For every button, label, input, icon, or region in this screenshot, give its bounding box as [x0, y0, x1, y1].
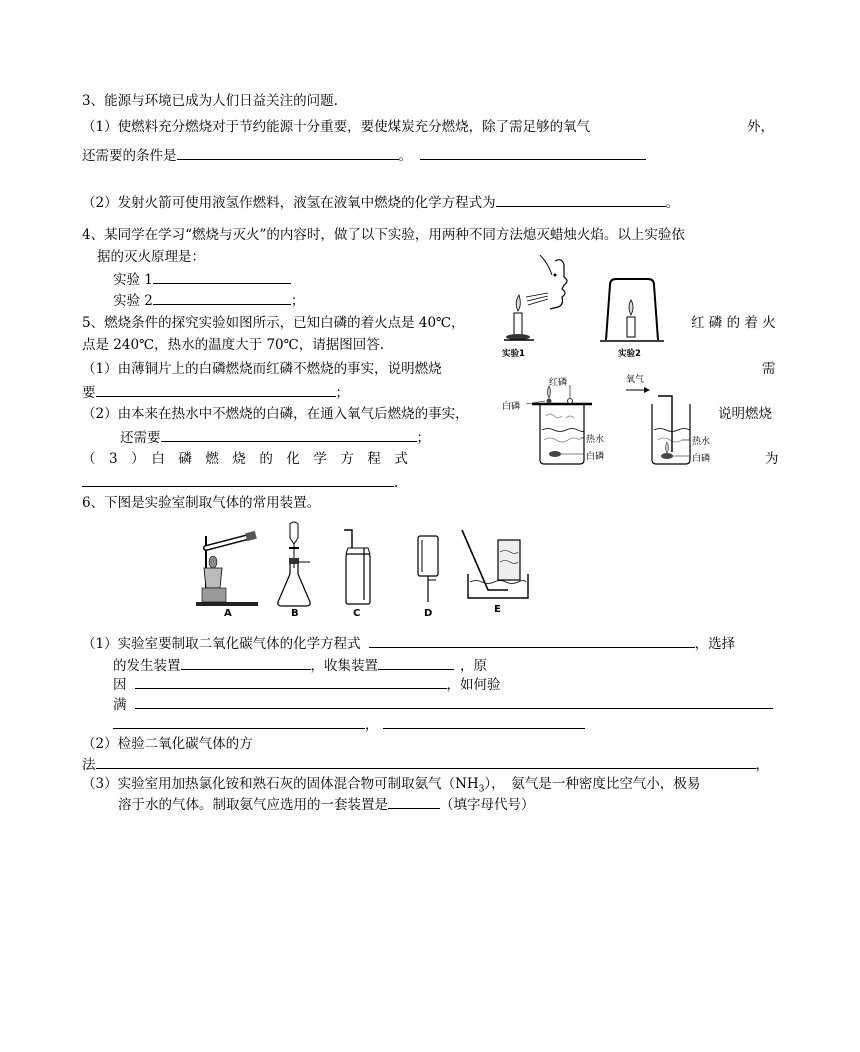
q4-title-cont: 据的灭火原理是： [97, 249, 205, 265]
q5-p3: （ 3 ） 白 磷 燃 烧 的 化 学 方 程 式 [82, 451, 408, 467]
q5-p2-end: ； [416, 430, 430, 446]
q6-p1-tail: ，选择 [694, 636, 736, 652]
q5-fig-label-hot-water2: 热水 [692, 437, 711, 447]
q5-experiment-figure [500, 370, 725, 470]
q3-p1-line2 [82, 146, 646, 165]
q5-p2-blank[interactable] [161, 428, 417, 442]
q5-p2-label: 还需要 [120, 430, 161, 446]
q5-title-tail: 红 磷 的 着 火 [691, 315, 776, 331]
q5-fig-label-red-p: 红磷 [549, 378, 568, 388]
q3-p1-blank1[interactable] [177, 146, 399, 160]
q5-p1-blank[interactable] [96, 383, 336, 397]
q6-label-a: A [224, 608, 232, 619]
q6-p1-check-label: ，如何验 [446, 677, 501, 693]
q6-title: 6、下图是实验室制取气体的常用装置。 [82, 495, 321, 511]
q5-p1-end: ； [335, 385, 349, 401]
q5-p2: （2）由本来在热水中不燃烧的白磷，在通入氧气后燃烧的事实， [82, 406, 469, 422]
q5-p1-label: 要 [82, 385, 96, 401]
q6-p1-col-blank[interactable] [378, 656, 454, 670]
q6-label-d: D [424, 608, 433, 619]
q6-p1-gen-label: 的发生装置 [113, 658, 181, 674]
q4-exp1 [113, 270, 291, 289]
q5-title: 5、燃烧条件的探究实验如图所示，已知白磷的着火点是 40℃， [82, 315, 465, 331]
q3-p1-text: （1）使燃料充分燃烧对于节约能源十分重要，要使煤炭充分燃烧，除了需足够的氧气 [82, 119, 591, 135]
q4-exp2-label: 实验 2 [113, 293, 153, 309]
q6-p1-reason-label2: 因 [113, 677, 127, 693]
q6-p1-equation-blank[interactable] [369, 634, 695, 648]
q4-title: 4、某同学在学习“燃烧与灭火”的内容时，做了以下实验，用两种不同方法熄灭蜡烛火焰。以上实验依 [82, 227, 685, 243]
q6-p1 [82, 634, 735, 653]
q3-p2 [82, 193, 679, 212]
q3-title: 3、能源与环境已成为人们日益关注的问题. [82, 93, 338, 109]
q3-p2-end: 。 [665, 195, 680, 211]
q6-p3-text2: ）， 氨气是一种密度比空气小，极易 [484, 776, 701, 792]
q5-fig-label-white-p2: 白磷 [586, 452, 605, 462]
q3-p1-sep: 。 [398, 148, 412, 164]
q5-p3-end: . [394, 475, 399, 491]
q4-exp2 [113, 291, 304, 310]
q6-p1-line4 [113, 695, 773, 714]
q6-p1-full-label: 满 [113, 697, 127, 713]
q6-p1-check-blank2[interactable] [113, 715, 365, 729]
q6-label-e: E [494, 604, 501, 615]
q6-apparatus-figure [192, 518, 544, 619]
q6-p1-col-label: ，收集装置 [310, 658, 378, 674]
q6-label-b: B [291, 608, 299, 619]
q5-fig-label-white-p3: 白磷 [692, 454, 711, 464]
q5-fig-label-hot-water: 热水 [586, 435, 605, 445]
q6-p1-gen-blank[interactable] [181, 656, 311, 670]
q6-p2-label: 法 [82, 757, 96, 773]
q6-p1-line3 [113, 675, 501, 694]
q4-exp1-label: 实验 1 [113, 272, 153, 288]
q6-p2: （2）检验二氧化碳气体的方 [82, 736, 253, 752]
q6-p3-label: 溶于水的气体。制取氨气应选用的一套装置是 [118, 797, 388, 813]
q4-exp1-blank[interactable] [153, 270, 291, 284]
q4-candle-figure [500, 255, 672, 363]
q6-p1-sep: ， [365, 717, 379, 733]
q6-p1-check-blank3[interactable] [383, 715, 585, 729]
q3-p1-blank2[interactable] [420, 146, 646, 160]
q6-p3-blank[interactable] [388, 795, 440, 809]
q6-p3-text: （3）实验室用加热氯化铵和熟石灰的固体混合物可制取氨气（NH [82, 776, 479, 792]
q6-p2-end: ， [755, 757, 769, 773]
q5-fig-label-white-p: 白磷 [502, 402, 521, 412]
q6-p1-reason-blank[interactable] [135, 675, 447, 689]
q6-label-c: C [353, 608, 361, 619]
q3-p1-label: 还需要的条件是 [82, 148, 177, 164]
q5-p2-tail: 说明燃烧 [718, 406, 772, 422]
q6-p2-blank[interactable] [96, 755, 756, 769]
q6-p1-check-blank1[interactable] [135, 695, 773, 709]
q3-p2-blank[interactable] [496, 193, 666, 207]
q5-p1-tail: 需 [762, 361, 776, 377]
q6-p3-hint: （填字母代号） [440, 797, 535, 813]
q6-p1-text: （1）实验室要制取二氧化碳气体的化学方程式 [82, 636, 361, 652]
q5-p1: （1）由薄铜片上的白磷燃烧而红磷不燃烧的事实，说明燃烧 [82, 361, 442, 377]
q6-p2-line2 [82, 755, 769, 774]
q6-p1-line5 [113, 715, 585, 734]
q4-fig-label-1: 实验1 [502, 349, 525, 359]
q5-p3-tail: 为 [765, 451, 779, 467]
q6-p1-reason-label: ，原 [460, 658, 487, 674]
q6-p1-line2 [113, 656, 487, 675]
q3-p1-tail: 外， [747, 119, 774, 135]
q4-fig-label-2: 实验2 [618, 349, 641, 359]
q4-exp2-end: ； [290, 293, 305, 309]
q5-p3-line2 [82, 473, 398, 492]
q3-p2-text: （2）发射火箭可使用液氢作燃料，液氢在液氧中燃烧的化学方程式为 [82, 195, 496, 211]
q5-p1-line2 [82, 383, 349, 402]
q4-exp2-blank[interactable] [153, 291, 291, 305]
q5-title-cont: 点是 240℃，热水的温度大于 70℃，请据图回答. [82, 337, 385, 353]
q5-p3-blank[interactable] [82, 473, 394, 487]
q6-p3-sub: 3 [478, 784, 485, 795]
q6-p3-line2 [118, 795, 535, 814]
q5-fig-label-oxygen: 氧气 [626, 375, 645, 385]
q5-p2-line2 [120, 428, 430, 447]
